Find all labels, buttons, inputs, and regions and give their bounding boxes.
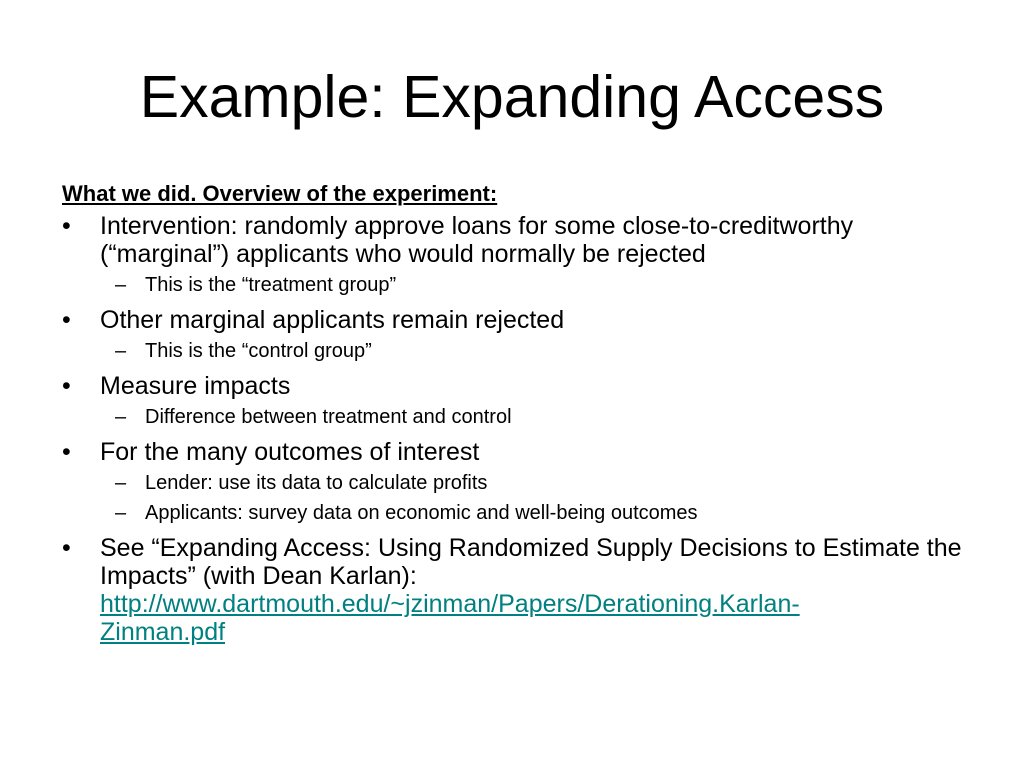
sub-bullet-marker: – [115, 502, 127, 524]
section-heading: What we did. Overview of the experiment: [62, 181, 498, 206]
bullet-item [62, 438, 962, 466]
sub-bullet-item [62, 272, 962, 298]
sub-bullet-item [62, 470, 962, 496]
sub-bullet-marker: – [115, 274, 127, 296]
slide-body [62, 180, 962, 646]
paper-link-line-2[interactable]: Zinman.pdf [100, 618, 226, 646]
bullet-item [62, 212, 962, 268]
bullet-item [62, 306, 962, 334]
sub-bullet-marker: – [115, 472, 127, 494]
sub-bullet-text: Difference between treatment and control [145, 406, 512, 428]
slide-title: Example: Expanding Access [139, 64, 885, 130]
bullet-item [62, 534, 962, 646]
sub-bullet-text: This is the “control group” [145, 340, 372, 362]
bullet-marker: • [62, 372, 71, 400]
sub-bullet-marker: – [115, 406, 127, 428]
bullet-text: Measure impacts [100, 372, 291, 400]
bullet-marker: • [62, 212, 71, 240]
bullet-marker: • [62, 306, 71, 334]
sub-bullet-item [62, 500, 962, 526]
bullet-text: See “Expanding Access: Using Randomized Supply Decisions to Estimate the Impacts” (with Dean Karlan): [100, 534, 962, 590]
sub-bullet-item [62, 338, 962, 364]
paper-link[interactable] [100, 590, 800, 646]
bullet-marker: • [62, 534, 71, 562]
bullet-item [62, 372, 962, 400]
paper-link-line-1[interactable]: http://www.dartmouth.edu/~jzinman/Papers/Derationing.Karlan- [100, 590, 800, 618]
bullet-text: Other marginal applicants remain rejected [100, 306, 565, 334]
sub-bullet-marker: – [115, 340, 127, 362]
bullet-text: Intervention: randomly approve loans for some close-to-creditworthy (“marginal”) applicants who would normally be rejected [100, 212, 854, 268]
sub-bullet-text: Lender: use its data to calculate profits [145, 472, 488, 494]
bullet-marker: • [62, 438, 71, 466]
sub-bullet-text: This is the “treatment group” [145, 274, 397, 296]
bullet-text: For the many outcomes of interest [100, 438, 480, 466]
sub-bullet-item [62, 404, 962, 430]
sub-bullet-text: Applicants: survey data on economic and well-being outcomes [145, 502, 698, 524]
